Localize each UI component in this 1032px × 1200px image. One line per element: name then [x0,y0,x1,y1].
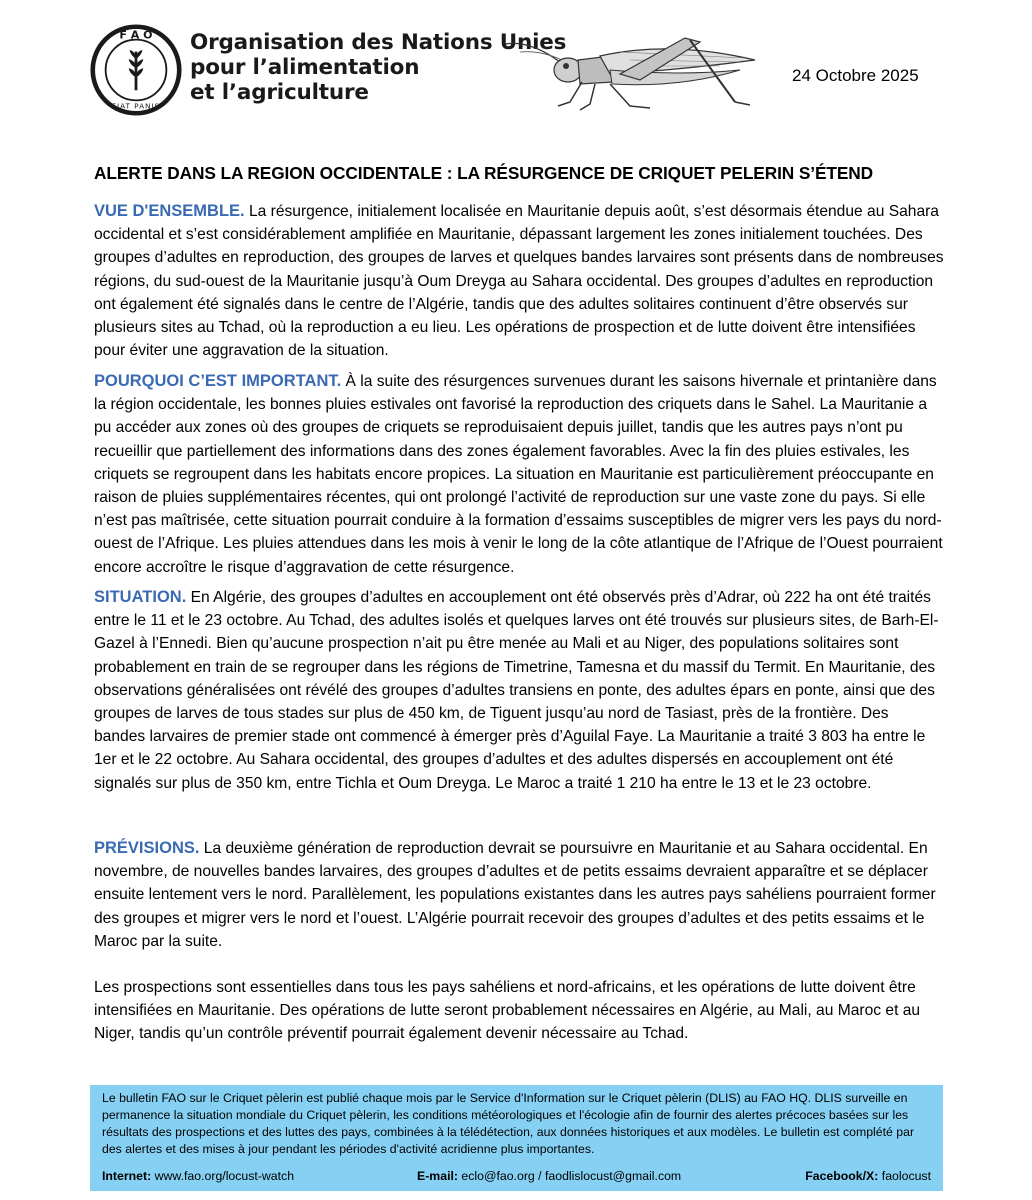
footer-contacts [102,1168,931,1185]
section-text: À la suite des résurgences survenues durant les saisons hivernale et printanière dans la région occidentale, les bonnes pluies estivales ont favorisé la reproduction des criquets dans le Sahel. La Mauritanie a pu accéder aux zones où des groupes de criquets se reproduisaient depuis juillet, tandis que les autres pays n’ont pu recueillir que partiellement des informations dans des zones également favorables. Avec la fin des pluies estivales, les criquets se regroupent dans les habitats encore propices. La situation en Mauritanie est particulièrement préoccupante en raison de pluies supplémentaires récentes, qui ont prolongé l’activité de reproduction sur une vaste zone du pays. Si elle n’est pas maîtrisée, cette situation pourrait conduire à la formation d’essaims susceptibles de migrer vers les pays du nord-ouest de l’Afrique. Les pluies attendues dans les mois à venir le long de la côte atlantique de l’Afrique de l’Ouest pourraient encore accroître le risque d’aggravation de cette résurgence. [94,373,943,576]
email-label: E-mail: [417,1169,458,1183]
logo-letters-visible: F A O [119,28,153,42]
footer-email [417,1168,681,1185]
footer-internet [102,1168,294,1185]
section-keyword: POURQUOI C’EST IMPORTANT. [94,372,342,390]
email-link[interactable]: eclo@fao.org / faodlislocust@gmail.com [461,1169,682,1183]
section-forecast [94,837,944,953]
section-overview [94,200,944,362]
page-header [0,0,1032,140]
section-keyword: VUE D'ENSEMBLE. [94,202,245,220]
org-name-line-2: pour l’alimentation [190,55,420,80]
section-why-important [94,370,944,579]
social-label: Facebook/X: [805,1169,879,1183]
fao-logo [90,24,182,116]
internet-label: Internet: [102,1169,152,1183]
section-text: En Algérie, des groupes d’adultes en accouplement ont été observés près d’Adrar, où 222 ha ont été traités entre le 11 et le 23 octobre. Au Tchad, des adultes isolés et quelques larves ont été trouvés sur plusieurs sites, de Barh-El-Gazel à l’Ennedi. Bien qu’aucune prospection n’ait pu être menée au Mali et au Niger, des populations solitaires sont probablement en train de se regrouper dans les régions de Timetrine, Tamesna et du massif du Termit. En Mauritanie, des observations généralisées ont révélé des groupes d’adultes transiens en ponte, des adultes épars en ponte, ainsi que des groupes de larves de tous stades sur plus de 450 km, de Tiguent jusqu’au nord de Tasiast, près de la frontière. Des bandes larvaires de premier stade ont commencé à émerger près d’Aguilal Faye. La Mauritanie a traité 3 803 ha entre le 1er et le 22 octobre. Au Sahara occidental, des groupes d’adultes et des adultes dispersés en accouplement ont été signalés sur plus de 350 km, entre Tichla et Oum Dreyga. Le Maroc a traité 1 210 ha entre le 13 et le 23 octobre. [94,589,939,792]
internet-link[interactable]: www.fao.org/locust-watch [154,1169,295,1183]
closing-paragraph: Les prospections sont essentielles dans tous les pays sahéliens et nord-africains, et les opérations de lutte doivent être intensifiées en Mauritanie. Des opérations de lutte seront probablement nécessaires en Algérie, au Mali, au Maroc et au Niger, tandis qu’un contrôle préventif pourrait également devenir nécessaire au Tchad. [94,979,921,1043]
publication-date: 24 Octobre 2025 [792,66,919,85]
section-keyword: SITUATION. [94,588,187,606]
social-handle[interactable]: faolocust [881,1169,931,1183]
bulletin-footer [90,1085,943,1191]
section-situation [94,586,944,795]
section-text: La résurgence, initialement localisée en Mauritanie depuis août, s’est désormais étendue au Sahara occidental et s’est considérablement amplifiée en Mauritanie, dépassant largement les zones initialement touchées. Des groupes d’adultes en reproduction, des groupes de larves et quelques bandes larvaires sont présents dans de nombreuses régions, du sud-ouest de la Mauritanie jusqu’à Oum Dreyga au Sahara occidental. Des groupes d’adultes en reproduction ont également été signalés dans le centre de l’Algérie, tandis que des adultes solitaires continuent d’être observés sur plusieurs sites au Tchad, où la reproduction a eu lieu. Les opérations de prospection et de lutte doivent être intensifiées pour éviter une aggravation de la situation. [94,203,944,360]
section-text: La deuxième génération de reproduction devrait se poursuivre en Mauritanie et au Sahara occidental. En novembre, de nouvelles bandes larvaires, des groupes d’adultes et de petits essaims devraient apparaître et se déplacer ensuite lentement vers le nord. Parallèlement, les populations existantes dans les autres pays sahéliens pourraient former des groupes et migrer vers le nord et l’ouest. L’Algérie pourrait recevoir des groupes d’adultes et des petits essaims et le Maroc par la suite. [94,840,936,950]
org-name-line-3: et l’agriculture [190,80,369,105]
section-keyword: PRÉVISIONS. [94,839,200,857]
desert-locust-icon [500,30,765,115]
footer-social [805,1168,931,1185]
footer-description: Le bulletin FAO sur le Criquet pèlerin est publié chaque mois par le Service d'Information sur le Criquet pèlerin (DLIS) au FAO HQ. DLIS surveille en permanence la situation mondiale du Criquet pèlerin, les conditions météorologiques et l'écologie afin de fournir des alertes précoces basées sur les résultats des prospections et des luttes des pays, combinées à la télédétection, aux données historiques et aux modèles. Le bulletin est complété par des alertes et des mises à jour pendant les périodes d'activité acridienne plus importantes. [102,1091,915,1156]
page-title: ALERTE DANS LA REGION OCCIDENTALE : LA RÉSURGENCE DE CRIQUET PELERIN S’ÉTEND [94,163,874,183]
logo-motto: FIAT PANIS [111,101,161,111]
org-name-line-1: Organisation des Nations Unies [190,30,567,55]
